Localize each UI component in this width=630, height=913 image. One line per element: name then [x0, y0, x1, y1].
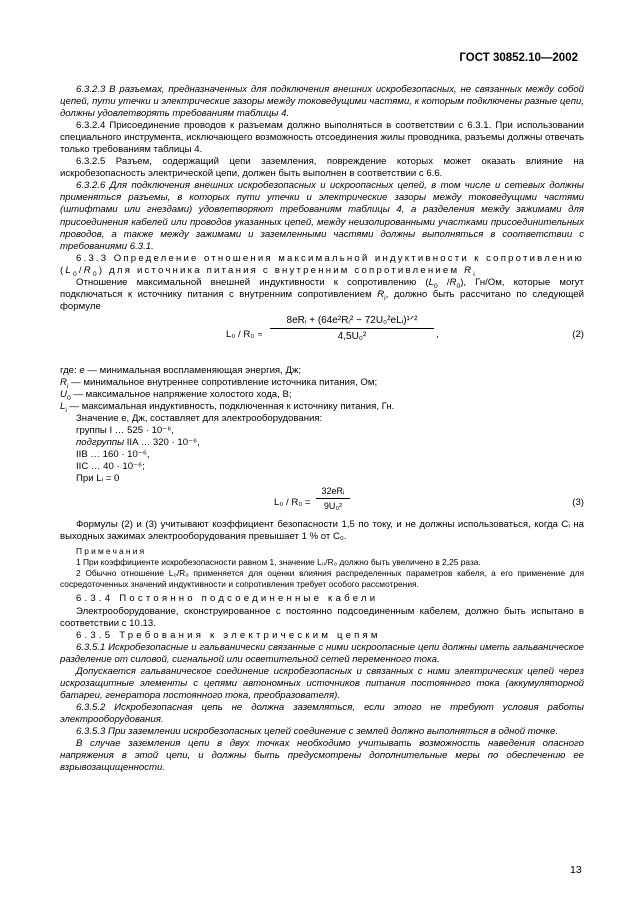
note-1: 1 При коэффициенте искробезопасности равном 1, значение L₀/R₀ должно быть увеличено в 2,25 раза.	[76, 557, 481, 568]
definition-ri: $R_i$ — минимальное внутреннее сопротивление источника питания, Ом;	[60, 376, 378, 390]
text-c: , должно быть рассчитано по следующей формуле	[60, 288, 585, 312]
e-symbol: e	[79, 364, 85, 376]
li-text: — максимальная индуктивность, подключенная к источнику питания, Гн.	[66, 401, 395, 413]
energy-iib: IIB … 160 · 10⁻⁶,	[76, 449, 150, 461]
para-6-3-5-3: 6.3.5.3 При заземлении искробезопасных цепей соединение с землей должно выполняться в одной точке.	[76, 725, 559, 737]
para-6-3-2-4: 6.3.2.4 Присоединение проводов к разъемам должно выполняться в соответствии с 6.3.1. При использовании специального инструмента, исключающего возможность отсоединения жилы проводника, разъемы должны отвечать только требованиям таблицы 4.	[60, 120, 584, 156]
para-6-3-5-1b: Допускается гальваническое соединение искробезопасных и связанных с ними электрических цепей через искрозащитные элементы с цепями автономных источников питания постоянного тока (аккумуляторной батареи, генератора постоянного тока, преобразователя).	[60, 665, 584, 701]
para-6-3-5-3b: В случае заземления цепи в двух точках необходимо учитывать возможность наведения опасного напряжения в этой цепи, и должны быть предусмотрены дополнительные меры по обеспечению ее взрывозащищенности.	[60, 738, 584, 774]
formula-2-numerator: 8eRᵢ + (64e²Rᵢ² − 72U₀²eLᵢ)¹ᐟ²	[270, 315, 434, 329]
text-a: Отношение максимальной внешней индуктивности к сопротивлению (	[76, 276, 429, 288]
heading-text-b: ) для источника питания с внутренним сопротивлением	[98, 264, 465, 276]
subgroup-word: подгруппы	[76, 437, 125, 449]
ri-text: — минимальное внутреннее сопротивление источника питания, Ом;	[68, 376, 378, 388]
formula-3-equals: =	[304, 497, 311, 509]
formula-2	[60, 315, 584, 365]
li-zero: При Lᵢ = 0	[76, 473, 120, 485]
energy-iic: IIC … 40 · 10⁻⁶;	[76, 461, 145, 473]
heading-L: L	[65, 264, 73, 276]
page-body	[60, 84, 584, 774]
heading-sub-0a: 0	[72, 270, 79, 278]
para-formulas-note: Формулы (2) и (3) учитывают коэффициент безопасности 1,5 по току, и не должны использоваться, когда Cᵢ на выходных зажимах электрооборудования превышает 1 % от C₀.	[60, 519, 584, 543]
heading-sub-i: i	[473, 270, 477, 278]
para-6-3-2-6: 6.3.2.6 Для подключения внешних искробезопасных и искроопасных цепей, в том числе и сетевых должны применяться разъемы, в которых пути утечки и электрические зазоры между токоведущими частями (штифтами или гнездами) удовлетворяют требованиям таблицы 4, а разделения между зажимами для присоединения кабелей или проводов указанных цепей, между неизолированными участками присоединительных проводов, а также между зажимами и заземленными частями должны выполняться в соответствии с требованиями 6.3.1.	[60, 180, 584, 252]
para-6-3-3-text: Отношение максимальной внешней индуктивности к сопротивлению ($L_0$ $/R_0$), Гн/Ом, которые могут подключаться к источнику питания с внутренним сопротивлением $R_i$, должно быть рассчитано по следующей формуле	[60, 276, 585, 312]
formula-3-denominator: 9U₀²	[323, 501, 343, 512]
para-6-3-2-5: 6.3.2.5 Разъем, содержащий цепи заземления, повреждение которых может оказать влияние на искробезопасность электрической цепи, должен быть выполнен в соответствии с 6.6.	[60, 156, 584, 180]
notes-title: Примечания	[76, 546, 147, 557]
formula-2-lhs: L₀ / R₀	[226, 328, 255, 340]
page-number: 13	[570, 864, 582, 876]
formula-2-denominator: 4,5U₀²	[337, 330, 367, 342]
heading-slash: /	[78, 264, 84, 276]
heading-6-3-3	[60, 253, 584, 277]
energy-intro: Значение e, Дж, составляет для электрооборудования:	[76, 413, 323, 425]
iia-value: IIA … 320 · 10⁻⁶,	[124, 437, 200, 449]
para-6-3-5-2: 6.3.5.2 Искробезопасная цепь не должна заземляться, если этого не требуют условия работы электрооборудования.	[60, 701, 584, 725]
e-text: — минимальная воспламеняющая энергия, Дж;	[84, 364, 302, 376]
formula-2-comma: ,	[436, 328, 439, 340]
formula-3-fraction	[316, 485, 350, 512]
definitions-list	[60, 365, 584, 413]
formula-3	[60, 485, 584, 519]
heading-text-a: 6.3.3 Определение отношения максимальной индуктивности к сопротивлению (	[60, 252, 584, 276]
para-6-3-4: Электрооборудование, сконструированное с постоянно подсоединенным кабелем, должно быть испытано в соответствии с 10.13.	[60, 605, 584, 629]
formula-2-number: (2)	[572, 328, 584, 340]
energy-group-1: группы I … 525 · 10⁻⁶,	[76, 425, 174, 437]
heading-R: R	[83, 264, 93, 276]
where-label: где:	[60, 364, 77, 376]
para-6-3-2-3: 6.3.2.3 В разъемах, предназначенных для подключения внешних искробезопасных, не связанных между собой цепей, пути утечки и электрические зазоры между токоведущими частями, к которым подключены разные цепи, должны удовлетворять требованиям таблицы 4.	[60, 84, 584, 120]
u0-text: — максимальное напряжение холостого хода, В;	[70, 388, 292, 400]
heading-Ri: R	[464, 264, 474, 276]
definition-u0: $U_0$ — максимальное напряжение холостого хода, В;	[60, 388, 292, 402]
formula-2-approx: ≈	[258, 329, 263, 339]
heading-6-3-5: 6.3.5 Требования к электрическим цепям	[76, 629, 381, 641]
heading-6-3-4: 6.3.4 Постоянно подсоединенные кабели	[76, 593, 379, 605]
definition-e	[60, 365, 584, 377]
formula-3-number: (3)	[572, 497, 584, 509]
text-b: ), Гн/Ом, которые могут подключаться к источнику питания с внутренним сопротивлением	[60, 276, 584, 300]
formula-3-numerator: 32eRᵢ	[316, 485, 350, 499]
energy-values	[76, 413, 584, 485]
note-2: 2 Обычно отношение L₀/R₀ применяется для оценки влияния распределенных параметров кабеля, а его применение для сосредоточенных значений индуктивности и сопротивления требует особого рассмотрения.	[60, 568, 584, 590]
definition-li: $L_i$ — максимальная индуктивность, подключенная к источнику питания, Гн.	[60, 401, 395, 414]
para-6-3-5-1: 6.3.5.1 Искробезопасные и гальванически связанные с ними искроопасные цепи должны иметь гальваническое разделение от силовой, сигнальной или осветительной сетей переменного тока.	[60, 641, 584, 665]
formula-2-fraction	[270, 315, 434, 343]
heading-sub-0b: 0	[92, 270, 99, 278]
formula-3-lhs-text: L₀ / R₀	[274, 497, 303, 509]
formula-3-lhs	[274, 497, 311, 509]
energy-iia	[76, 437, 584, 449]
doc-code-header: ГОСТ 30852.10—2002	[459, 52, 578, 64]
